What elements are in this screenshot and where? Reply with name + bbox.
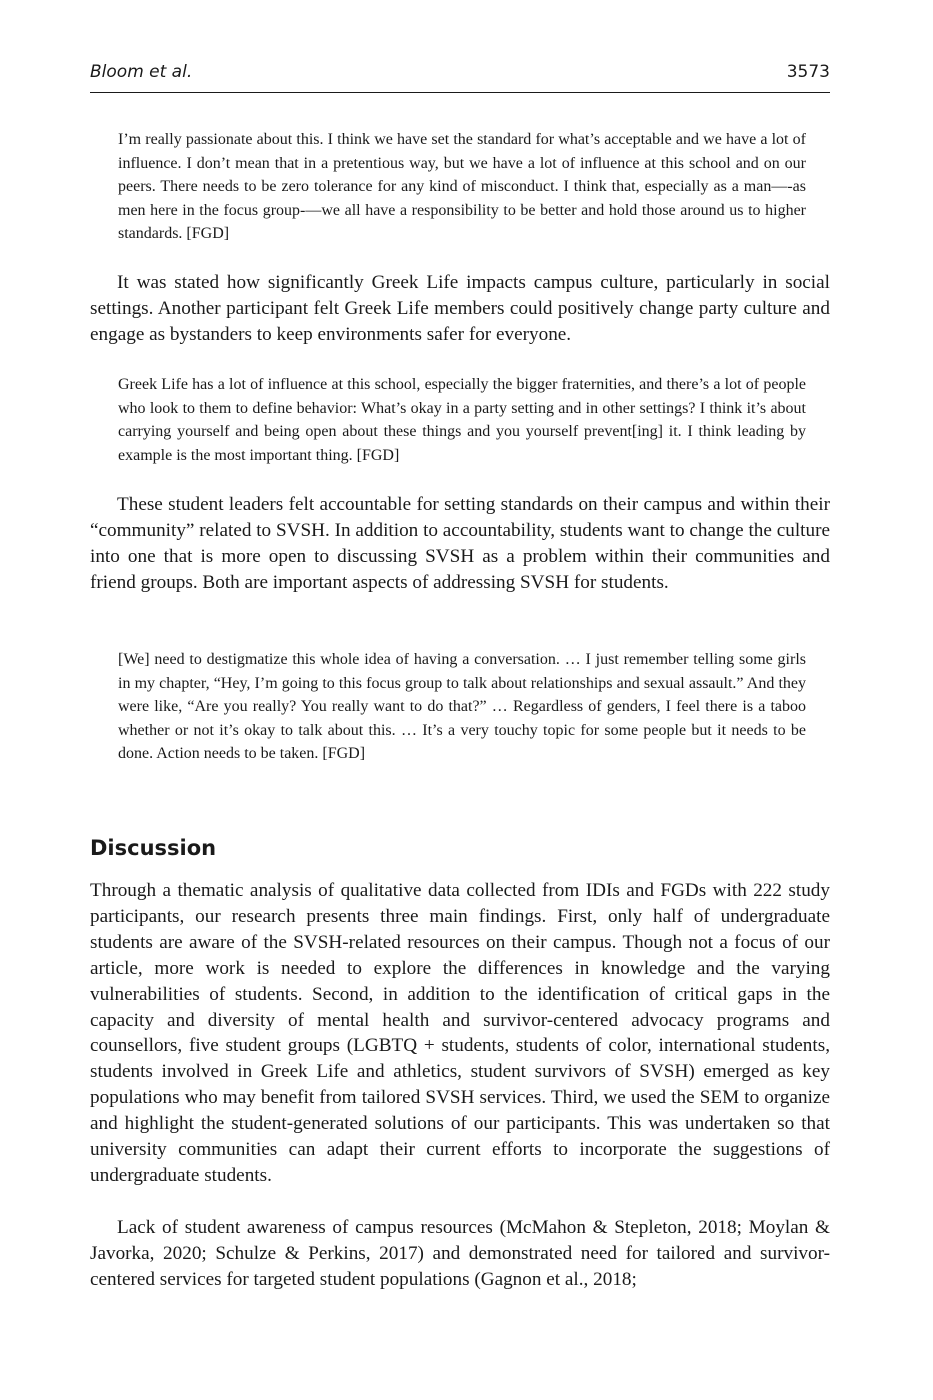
section-heading-discussion: Discussion (90, 836, 217, 860)
body-paragraph-3: Through a thematic analysis of qualitative data collected from IDIs and FGDs with 222 study participants, our research presents three main findings. First, only half of undergraduate students are aware of the SVSH-related resources on their campus. Though not a focus of our article, more work is needed to explore the differences in knowledge and the varying vulnerabilities of students. Second, in addition to the identification of critical gaps in the capacity and diversity of mental health and survivor-centered advocacy programs and counsellors, five student groups (LGBTQ + students, students of color, international students, students involved in Greek Life and athletics, student survivors of SVSH) emerged as key populations who may benefit from tailored SVSH services. Third, we used the SEM to organize and highlight the student-generated solutions of our participants. This was undertaken so that university communities can adapt their current efforts to incorporate the suggestions of undergraduate students. (90, 880, 830, 1186)
body-paragraph-2: These student leaders felt accountable for setting standards on their campus and within their “community” related to SVSH. In addition to accountability, students want to change the culture into one that is more open to discussing SVSH as a problem within their communities and friend groups. Both are important aspects of addressing SVSH for students. (90, 494, 830, 593)
block-quote-2: Greek Life has a lot of influence at this school, especially the bigger fraternities, and there’s a lot of people who look to them to define behavior: What’s okay in a party setting and in other settings? I think it’s about carrying yourself and being open about these things and you yourself prevent[ing] it. I think leading by example is the most important thing. [FGD] (118, 376, 806, 464)
running-header-authors: Bloom et al. (90, 62, 193, 82)
block-quote-3: [We] need to destigmatize this whole idea of having a conversation. … I just remember telling some girls in my chapter, “Hey, I’m going to this focus group to talk about relationships and sexual assault.” And they were like, “Are you really? You really want to do that?” … Regardless of genders, I feel there is a taboo whether or not it’s okay to talk about this. … It’s a very touchy topic for some people but it needs to be done. Action needs to be taken. [FGD] (118, 651, 806, 763)
block-quote-1: I’m really passionate about this. I think we have set the standard for what’s acceptable and we have a lot of influence. I don’t mean that in a pretentious way, but we have a lot of influence at this school and on our peers. There needs to be zero tolerance for any kind of misconduct. I think that, especially as a man—-as men here in the focus group-—we all have a responsibility to be better and hold those around us to higher standards. [FGD] (118, 131, 806, 243)
body-paragraph-4: Lack of student awareness of campus resources (McMahon & Stepleton, 2018; Moylan & Javorka, 2020; Schulze & Perkins, 2017) and demonstrated need for tailored and survivor-centered services for targeted student populations (Gagnon et al., 2018; (90, 1217, 830, 1290)
body-paragraph-1: It was stated how significantly Greek Life impacts campus culture, particularly in social settings. Another participant felt Greek Life members could positively change party culture and engage as bystanders to keep environments safer for everyone. (90, 272, 830, 345)
page-number: 3573 (786, 62, 830, 82)
running-header (90, 58, 830, 93)
